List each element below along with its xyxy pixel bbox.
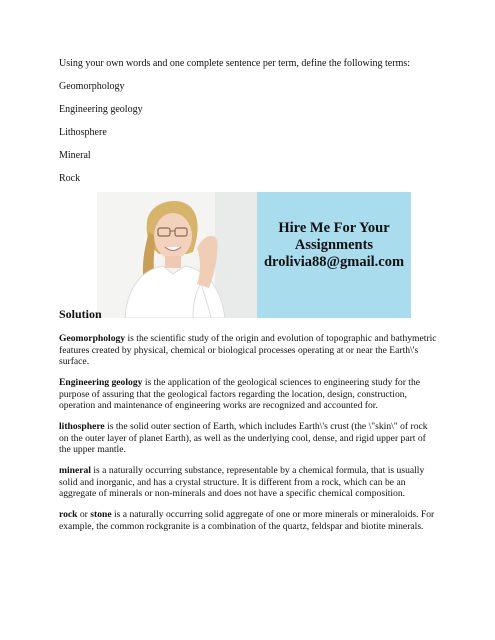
definition-mineral: [59, 465, 437, 500]
definition-term: mineral: [59, 465, 91, 476]
definition-engineering-geology: [59, 377, 437, 412]
definition-term: stone: [90, 509, 112, 520]
definition-text: is the solid outer section of Earth, which includes Earth\'s crust (the \"skin\" of rock on the outer layer of planet Earth), as well as the underlying cool, dense, and rigid upper part of the upper mantle.: [59, 421, 428, 456]
term-mineral: Mineral: [59, 150, 91, 161]
definition-text: is a naturally occurring substance, representable by a chemical formula, that is usually solid and inorganic, and has a crystal structure. It is different from a rock, which can be an aggregate of minerals or non-minerals and does not have a specific chemical composition.: [59, 465, 425, 500]
instructions-text: Using your own words and one complete sentence per term, define the following terms:: [59, 58, 411, 69]
woman-photo-image: [97, 192, 257, 318]
definition-term: rock: [59, 509, 78, 520]
definition-term: lithosphere: [59, 421, 105, 432]
term-rock: Rock: [59, 173, 81, 184]
definition-text: is a naturally occurring solid aggregate of one or more minerals or mineraloids. For example, the common rockgranite is a combination of the quartz, feldspar and biotite minerals.: [59, 509, 435, 532]
advert-text: [257, 220, 411, 271]
advert-line-2: Assignments: [294, 237, 374, 253]
term-geomorphology: Geomorphology: [59, 81, 125, 92]
term-lithosphere: Lithosphere: [59, 127, 107, 138]
definition-term: Engineering geology: [59, 377, 143, 388]
advert-line-1: Hire Me For Your: [278, 220, 390, 236]
definition-rock: [59, 509, 437, 532]
definition-connector: or: [77, 509, 91, 520]
advert-email[interactable]: drolivia88@gmail.com: [263, 254, 405, 270]
solution-heading: Solution: [59, 307, 102, 321]
definition-lithosphere: [59, 421, 437, 456]
definition-geomorphology: [59, 333, 437, 368]
definition-text: is the application of the geological sciences to engineering study for the purpose of assuring that the geological factors regarding the location, design, construction, operation and maintenance of engineering works are recognized and accounted for.: [59, 377, 421, 412]
term-engineering-geology: Engineering geology: [59, 104, 143, 115]
definition-term: Geomorphology: [59, 333, 126, 344]
advert-banner[interactable]: [97, 192, 411, 318]
definition-text: is the scientific study of the origin and evolution of topographic and bathymetric features created by physical, chemical or biological processes operating at or near the Earth\'s surface.: [59, 333, 437, 368]
